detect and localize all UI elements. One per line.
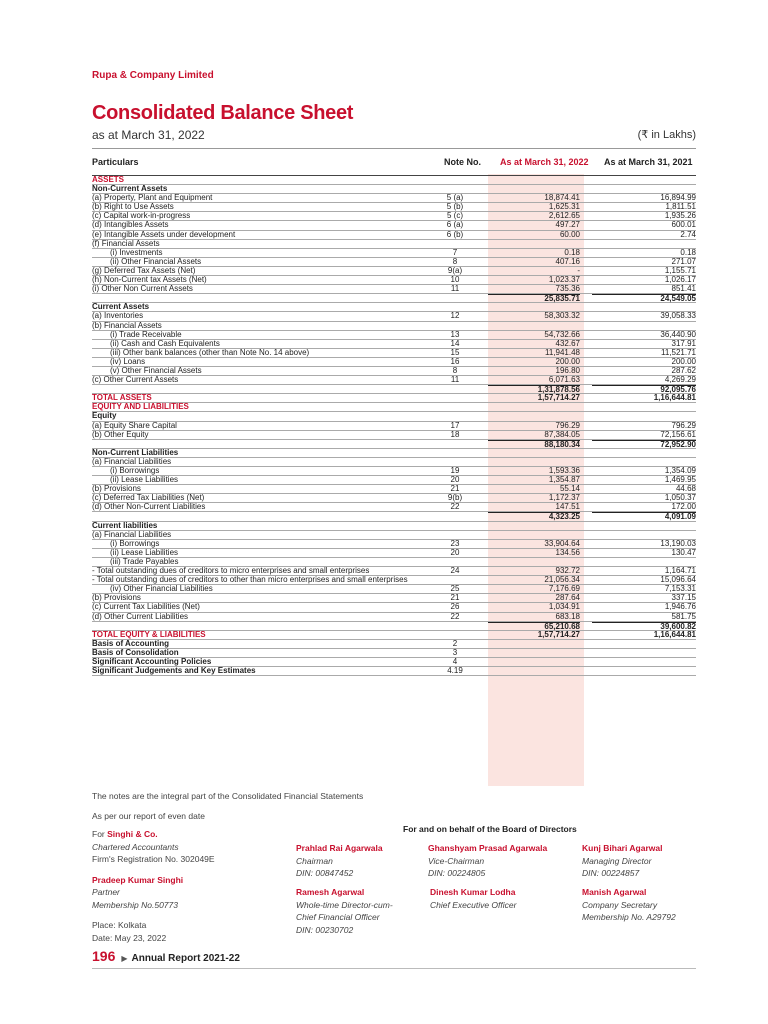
current-year-cell: 1,354.87 xyxy=(548,475,580,485)
previous-year-cell: 172.00 xyxy=(671,502,696,512)
previous-year-cell: 92,095.76 xyxy=(592,385,696,394)
table-row xyxy=(92,467,696,476)
previous-year-cell: 15,096.64 xyxy=(660,575,696,585)
currency-unit: (₹ in Lakhs) xyxy=(637,129,696,141)
particulars-cell: (ii) Lease Liabilities xyxy=(110,475,179,485)
footer-rule xyxy=(92,968,696,969)
table-row xyxy=(92,631,696,640)
current-year-cell: 1,625.31 xyxy=(548,202,580,212)
previous-year-cell: 1,811.51 xyxy=(665,202,696,212)
header-previous-year: As at March 31, 2021 xyxy=(604,157,693,167)
current-year-cell: 7,176.69 xyxy=(548,584,580,594)
current-year-cell: 1,172.37 xyxy=(548,493,580,503)
header-particulars: Particulars xyxy=(92,157,139,167)
signatory-1: Prahlad Rai Agarwala Chairman DIN: 00847452 xyxy=(296,843,383,878)
previous-year-cell: 130.47 xyxy=(671,547,696,557)
note-cell: 26 xyxy=(450,602,460,612)
table-row xyxy=(92,312,696,321)
current-year-cell: 1,57,714.27 xyxy=(537,629,580,639)
table-row xyxy=(92,503,696,512)
previous-year-cell: 0.18 xyxy=(680,247,696,257)
previous-year-cell: 72,156.61 xyxy=(660,429,696,439)
table-row xyxy=(92,385,696,394)
particulars-cell: (ii) Lease Liabilities xyxy=(110,547,179,557)
note-cell: 18 xyxy=(450,429,460,439)
current-year-cell: 1,593.36 xyxy=(548,466,580,475)
note-cell: 7 xyxy=(452,247,458,257)
partner-role: Partner xyxy=(92,887,120,897)
signatory-6: Manish Agarwal Company Secretary Membership No. A29792 xyxy=(582,887,676,922)
previous-year-cell: 1,164.71 xyxy=(664,566,696,576)
current-year-cell: 18,874.41 xyxy=(544,193,580,203)
current-year-cell: 134.56 xyxy=(555,547,580,557)
table-row xyxy=(92,522,696,531)
current-year-cell: 1,034.91 xyxy=(548,602,580,612)
signatory-5: Dinesh Kumar Lodha Chief Executive Officer xyxy=(430,887,517,910)
particulars-cell: TOTAL ASSETS xyxy=(92,393,152,403)
particulars-cell: Significant Accounting Policies xyxy=(92,656,212,666)
previous-year-cell: 4,091.09 xyxy=(592,512,696,521)
table-row xyxy=(92,403,696,412)
particulars-cell: Equity xyxy=(92,411,117,421)
current-year-cell: 0.18 xyxy=(564,247,580,257)
footer xyxy=(92,948,240,964)
current-year-cell: 55.14 xyxy=(559,484,580,494)
current-year-cell: 497.27 xyxy=(555,220,580,230)
particulars-cell: Non-Current Liabilities xyxy=(92,447,179,457)
current-year-cell: 58,303.32 xyxy=(544,311,580,321)
current-year-cell: 6,071.63 xyxy=(548,375,580,385)
particulars-cell: (d) Intangibles Assets xyxy=(92,220,169,230)
page-title: Consolidated Balance Sheet xyxy=(92,102,354,124)
note-cell: 2 xyxy=(452,638,458,648)
table-row xyxy=(92,376,696,385)
table-row xyxy=(92,640,696,649)
note-cell: 14 xyxy=(450,338,460,348)
note-cell: 8 xyxy=(452,365,458,375)
signatory-3: Kunj Bihari Agarwal Managing Director DIN: 00224857 xyxy=(582,843,663,878)
table-row xyxy=(92,422,696,431)
table-row xyxy=(92,667,696,676)
current-year-cell: 33,904.64 xyxy=(544,538,580,548)
particulars-cell: (ii) Cash and Cash Equivalents xyxy=(110,338,220,348)
particulars-cell: (b) Provisions xyxy=(92,484,141,494)
particulars-cell: Current liabilities xyxy=(92,520,158,530)
page-number: 196 xyxy=(92,948,116,964)
particulars-cell: Current Assets xyxy=(92,302,150,312)
note-cell: 23 xyxy=(450,538,460,548)
previous-year-cell: 7,153.31 xyxy=(664,584,696,594)
note-cell: 20 xyxy=(450,547,460,557)
current-year-cell: 65,210.68 xyxy=(488,622,580,631)
partner-name: Pradeep Kumar Singhi xyxy=(92,874,184,885)
note-cell: 4 xyxy=(452,656,458,666)
particulars-cell: (a) Equity Share Capital xyxy=(92,420,177,430)
particulars-cell: - Total outstanding dues of creditors to micro enterprises and small enterprises xyxy=(92,566,370,576)
note-cell: 17 xyxy=(450,420,460,430)
table-row xyxy=(92,613,696,622)
note-cell: 15 xyxy=(450,347,460,357)
particulars-cell: (c) Current Tax Liabilities (Net) xyxy=(92,602,200,612)
table-row xyxy=(92,176,696,185)
particulars-cell: (b) Provisions xyxy=(92,593,141,603)
table-row xyxy=(92,367,696,376)
report-name: Annual Report 2021-22 xyxy=(131,953,240,964)
table-row xyxy=(92,349,696,358)
auditor-for: For Singhi & Co. xyxy=(92,829,158,839)
note-cell: 5 (b) xyxy=(446,202,464,212)
table-row xyxy=(92,294,696,303)
particulars-cell: (i) Borrowings xyxy=(110,466,160,475)
table-row xyxy=(92,412,696,421)
current-year-cell: - xyxy=(577,265,580,275)
note-cell: 19 xyxy=(450,466,460,475)
auditor-type: Chartered Accountants xyxy=(92,841,179,852)
previous-year-cell: 287.62 xyxy=(671,365,696,375)
particulars-cell: (a) Financial Liabilities xyxy=(92,456,172,466)
header-note: Note No. xyxy=(444,157,481,167)
current-year-cell: 2,612.65 xyxy=(548,211,580,221)
note-cell: 12 xyxy=(450,311,460,321)
current-year-cell: 21,056.34 xyxy=(544,575,580,585)
current-year-cell: 1,57,714.27 xyxy=(537,393,580,403)
table-row xyxy=(92,585,696,594)
particulars-cell: Basis of Accounting xyxy=(92,638,170,648)
particulars-cell: (iv) Other Financial Liabilities xyxy=(110,584,213,594)
previous-year-cell: 581.75 xyxy=(671,611,696,621)
current-year-cell: 200.00 xyxy=(555,356,580,366)
current-year-cell: 147.51 xyxy=(555,502,580,512)
previous-year-cell: 317.91 xyxy=(671,338,696,348)
previous-year-cell: 4,269.29 xyxy=(664,375,696,385)
table-row xyxy=(92,440,696,449)
particulars-cell: (b) Other Equity xyxy=(92,429,149,439)
particulars-cell: (v) Other Financial Assets xyxy=(110,365,202,375)
note-cell: 16 xyxy=(450,356,460,366)
particulars-cell: TOTAL EQUITY & LIABILITIES xyxy=(92,629,206,639)
particulars-cell: (a) Property, Plant and Equipment xyxy=(92,193,213,203)
table-row xyxy=(92,476,696,485)
note-cell: 5 (a) xyxy=(446,193,464,203)
note-cell: 3 xyxy=(452,647,458,657)
signatory-2: Ghanshyam Prasad Agarwala Vice-Chairman DIN: 00224805 xyxy=(428,843,548,878)
note-cell: 5 (c) xyxy=(447,211,463,221)
current-year-cell: 683.18 xyxy=(555,611,580,621)
previous-year-cell: 337.15 xyxy=(671,593,696,603)
previous-year-cell: 1,16,644.81 xyxy=(653,629,696,639)
table-row xyxy=(92,549,696,558)
previous-year-cell: 1,354.09 xyxy=(664,466,696,475)
previous-year-cell: 851.41 xyxy=(671,284,696,294)
current-year-cell: 60.00 xyxy=(559,229,580,239)
previous-year-cell: 1,155.71 xyxy=(664,265,696,275)
current-year-cell: 407.16 xyxy=(555,256,580,266)
particulars-cell: (i) Other Non Current Assets xyxy=(92,284,193,294)
particulars-cell: (b) Right to Use Assets xyxy=(92,202,174,212)
arrow-right-icon: ▶ xyxy=(121,954,128,963)
current-year-cell: 432.67 xyxy=(555,338,580,348)
table-row xyxy=(92,540,696,549)
note-cell: 11 xyxy=(450,375,460,385)
particulars-cell: (i) Borrowings xyxy=(110,538,160,548)
note-cell: 6 (b) xyxy=(446,229,464,239)
partner-membership: Membership No.50773 xyxy=(92,899,178,910)
previous-year-cell: 1,946.76 xyxy=(664,602,696,612)
previous-year-cell: 1,935.26 xyxy=(664,211,696,221)
particulars-cell: (c) Capital work-in-progress xyxy=(92,211,191,221)
table-row xyxy=(92,449,696,458)
table-row xyxy=(92,512,696,521)
note-cell: 21 xyxy=(450,484,460,494)
table-row xyxy=(92,431,696,440)
table-row xyxy=(92,231,696,240)
current-year-cell: 287.64 xyxy=(555,593,580,603)
even-date-text: As per our report of even date xyxy=(92,811,205,821)
particulars-cell: (g) Deferred Tax Assets (Net) xyxy=(92,265,196,275)
current-year-cell: 796.29 xyxy=(555,420,580,430)
previous-year-cell: 24,549.05 xyxy=(592,294,696,303)
previous-year-cell: 72,952.90 xyxy=(592,440,696,449)
previous-year-cell: 16,894.99 xyxy=(660,193,696,203)
current-year-cell: 87,384.05 xyxy=(544,429,580,439)
note-cell: 24 xyxy=(450,566,460,576)
previous-year-cell: 1,026.17 xyxy=(664,275,696,285)
place: Place: Kolkata xyxy=(92,920,147,930)
previous-year-cell: 39,058.33 xyxy=(660,311,696,321)
particulars-cell: (iii) Trade Payables xyxy=(110,556,179,566)
previous-year-cell: 2.74 xyxy=(680,229,696,239)
particulars-cell: (b) Financial Assets xyxy=(92,320,162,330)
note-cell: 8 xyxy=(452,256,458,266)
particulars-cell: (iii) Other bank balances (other than Note No. 14 above) xyxy=(110,347,310,357)
particulars-cell: ASSETS xyxy=(92,175,125,184)
previous-year-cell: 11,521.71 xyxy=(661,347,696,357)
board-heading: For and on behalf of the Board of Directors xyxy=(403,824,577,834)
signatory-4: Ramesh Agarwal Whole-time Director-cum- Chief Financial Officer DIN: 00230702 xyxy=(296,887,393,935)
previous-year-cell: 600.01 xyxy=(671,220,696,230)
company-name: Rupa & Company Limited xyxy=(92,70,214,81)
particulars-cell: Non-Current Assets xyxy=(92,184,168,194)
note-cell: 22 xyxy=(450,611,460,621)
table-row xyxy=(92,212,696,221)
previous-year-cell: 1,469.95 xyxy=(664,475,696,485)
table-row xyxy=(92,285,696,294)
balance-sheet-table xyxy=(92,148,696,676)
table-header xyxy=(92,148,696,176)
particulars-cell: (h) Non-Current tax Assets (Net) xyxy=(92,275,207,285)
particulars-cell: (d) Other Non-Current Liabilities xyxy=(92,502,206,512)
table-row xyxy=(92,322,696,331)
current-year-cell: 11,941.48 xyxy=(545,347,580,357)
header-current-year: As at March 31, 2022 xyxy=(500,157,589,167)
table-body xyxy=(92,176,696,676)
current-year-cell: 932.72 xyxy=(555,566,580,576)
current-year-cell: 54,732.66 xyxy=(544,329,580,339)
note-cell: 6 (a) xyxy=(446,220,464,230)
page-subtitle: as at March 31, 2022 xyxy=(92,128,205,142)
particulars-cell: (a) Inventories xyxy=(92,311,144,321)
table-row xyxy=(92,531,696,540)
particulars-cell: (i) Investments xyxy=(110,247,163,257)
notes-text: The notes are the integral part of the Consolidated Financial Statements xyxy=(92,791,364,801)
previous-year-cell: 36,440.90 xyxy=(660,329,696,339)
note-cell: 13 xyxy=(450,329,460,339)
current-year-cell: 88,180.34 xyxy=(488,440,580,449)
note-cell: 25 xyxy=(450,584,460,594)
table-row xyxy=(92,303,696,312)
current-year-cell: 25,835.71 xyxy=(488,294,580,303)
auditor-reg: Firm's Registration No. 302049E xyxy=(92,854,215,864)
current-year-cell: 1,31,878.56 xyxy=(488,385,580,394)
previous-year-cell: 1,16,644.81 xyxy=(653,393,696,403)
particulars-cell: (i) Trade Receivable xyxy=(110,329,182,339)
note-cell: 11 xyxy=(450,284,460,294)
particulars-cell: Basis of Consolidation xyxy=(92,647,179,657)
previous-year-cell: 271.07 xyxy=(671,256,696,266)
table-row xyxy=(92,458,696,467)
previous-year-cell: 13,190.03 xyxy=(660,538,696,548)
note-cell: 4.19 xyxy=(447,666,463,676)
date: Date: May 23, 2022 xyxy=(92,932,167,943)
table-row xyxy=(92,240,696,249)
current-year-cell: 1,023.37 xyxy=(548,275,580,285)
particulars-cell: (e) Intangible Assets under development xyxy=(92,229,236,239)
particulars-cell: - Total outstanding dues of creditors to other than micro enterprises and small enterprises xyxy=(92,575,408,585)
note-cell: 21 xyxy=(450,593,460,603)
current-year-cell: 4,323.25 xyxy=(488,512,580,521)
current-year-cell: 196.80 xyxy=(555,365,580,375)
previous-year-cell: 44.68 xyxy=(675,484,696,494)
particulars-cell: (ii) Other Financial Assets xyxy=(110,256,202,266)
particulars-cell: (f) Financial Assets xyxy=(92,238,160,248)
previous-year-cell: 796.29 xyxy=(671,420,696,430)
current-year-cell: 735.36 xyxy=(555,284,580,294)
particulars-cell: (d) Other Current Liabilities xyxy=(92,611,189,621)
note-cell: 10 xyxy=(450,275,460,285)
table-row xyxy=(92,194,696,203)
particulars-cell: Significant Judgements and Key Estimates xyxy=(92,666,256,676)
note-cell: 9(a) xyxy=(447,265,463,275)
note-cell: 9(b) xyxy=(447,493,463,503)
particulars-cell: (c) Other Current Assets xyxy=(92,375,179,385)
particulars-cell: (iv) Loans xyxy=(110,356,146,366)
previous-year-cell: 1,050.37 xyxy=(664,493,696,503)
particulars-cell: (a) Financial Liabilities xyxy=(92,529,172,539)
auditor-block xyxy=(92,828,215,944)
previous-year-cell: 200.00 xyxy=(671,356,696,366)
previous-year-cell: 39,600.82 xyxy=(592,622,696,631)
particulars-cell: (c) Deferred Tax Liabilities (Net) xyxy=(92,493,205,503)
note-cell: 22 xyxy=(450,502,460,512)
note-cell: 20 xyxy=(450,475,460,485)
particulars-cell: EQUITY AND LIABILITIES xyxy=(92,402,189,412)
